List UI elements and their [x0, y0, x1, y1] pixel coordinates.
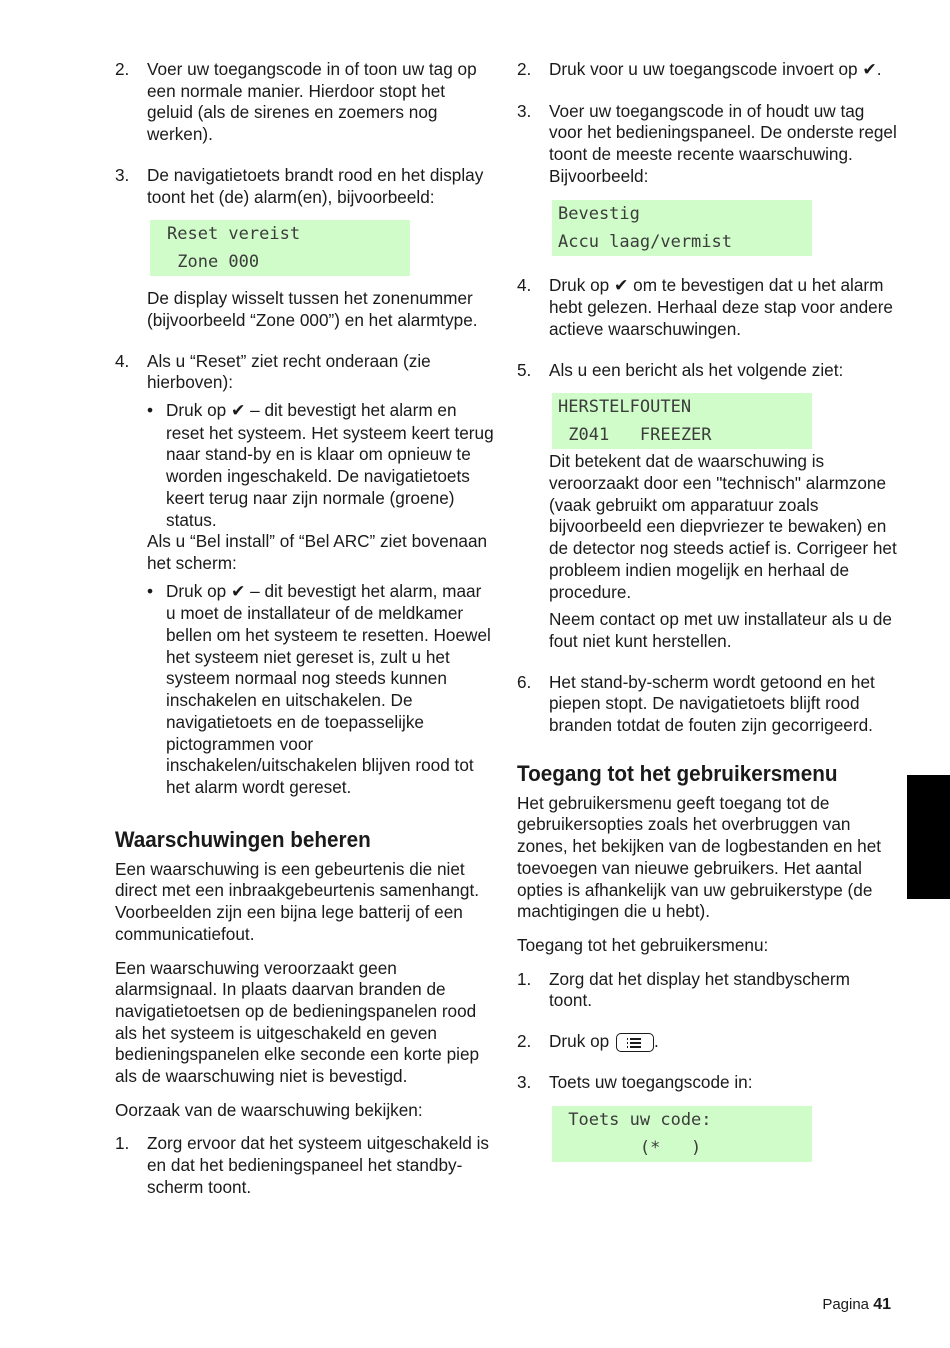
bullet-dot: •	[147, 580, 154, 601]
left-column	[115, 59, 495, 1218]
menu-step-1: 1. Zorg dat het display het standbyscherm toont.	[517, 969, 897, 1012]
paragraph: Het gebruikersmenu geeft toegang tot de gebruikersopties zoals het overbruggen van zones, het bekijken van de logbestanden en het toevoegen van nieuwe gebruikers. Het aantal opties is afhankelijk van uw gebruikerstype (de machtigingen die u hebt).	[517, 792, 882, 922]
lcd-display-reset: Reset vereist Zone 000	[150, 220, 410, 276]
step-text: Het stand-by-scherm wordt getoond en het piepen stopt. De navigatietoets blijft rood branden totdat de fouten zijn gecorrigeerd.	[549, 671, 875, 736]
step-3-right: 3. Voer uw toegangscode in of houdt uw tag voor het bedieningspaneel. De onderste regel toont de meeste recente waarschuwing. Bijvoorbeeld: Bevestig Accu laag/vermist	[517, 101, 897, 256]
heading-waarschuwingen: Waarschuwingen beheren	[115, 826, 371, 852]
menu-step-3: 3. Toets uw toegangscode in: Toets uw code: (* )	[517, 1072, 897, 1162]
page-label: Pagina	[822, 1296, 870, 1313]
paragraph: Oorzaak van de waarschuwing bekijken:	[115, 1099, 423, 1120]
right-column	[517, 59, 897, 1181]
lcd-explanation: Neem contact op met uw installateur als u de fout niet kunt herstellen.	[549, 609, 892, 651]
step-text: De navigatietoets brandt rood en het display toont het (de) alarm(en), bijvoorbeeld:	[147, 164, 484, 207]
lcd-display-bevestig: Bevestig Accu laag/vermist	[552, 200, 812, 256]
step-4-left: 4. Als u “Reset” ziet recht onderaan (zie hierboven): • Druk op ✔ – dit bevestigt het alarm en reset het systeem. Het systeem keert terug naar stand-by en is klaar om opnieuw te worden ingeschakeld. De navigatietoets keert terug naar zijn normale (groene) status. Als u “Bel install” of “Bel ARC” ziet bovenaan het scherm: • Druk op ✔ – dit bevestigt het alarm, maar u moet de installateur of de meldkamer bellen om het systeem te resetten. Hoewel het systeem niet gereset is, zult u het systeem normaal nog steeds kunnen inschakelen en uitschakelen. De navigatietoets en de toepasselijke pictogrammen voor inschakelen/uitschakelen blijven rood tot het alarm wordt gereset.	[115, 350, 494, 797]
step-2-left: 2. Voer uw toegangscode in of toon uw tag op een normale manier. Hierdoor stopt het geluid (als de sirenes en zoemers nog werken).	[115, 59, 495, 146]
heading-gebruikersmenu: Toegang tot het gebruikersmenu	[517, 760, 838, 786]
step-text: Voer uw toegangscode in of toon uw tag op een normale manier. Hierdoor stopt het geluid (als de sirenes en zoemers nog werken).	[147, 59, 477, 145]
step-text: Druk op ✔ om te bevestigen dat u het alarm hebt gelezen. Herhaal deze stap voor andere actieve waarschuwingen.	[549, 274, 893, 339]
step-text: Als u een bericht als het volgende ziet:	[549, 359, 844, 380]
check-icon: ✔	[862, 60, 877, 80]
page-number: 41	[873, 1296, 891, 1313]
paragraph: Toegang tot het gebruikersmenu:	[517, 934, 769, 955]
paragraph: Een waarschuwing is een gebeurtenis die niet direct met een inbraakgebeurtenis samenhangt. Voorbeelden zijn een bijna lege batterij of een communicatiefout.	[115, 858, 480, 944]
check-icon: ✔	[230, 581, 246, 602]
step-1-left: 1. Zorg ervoor dat het systeem uitgeschakeld is en dat het bedieningspaneel het standby-scherm toont.	[115, 1133, 495, 1198]
bullet-reset: • Druk op ✔ – dit bevestigt het alarm en reset het systeem. Het systeem keert terug naar stand-by en is klaar om opnieuw te worden ingeschakeld. De navigatietoets keert terug naar zijn normale (groene) status.	[147, 400, 494, 530]
bullet-dot: •	[147, 400, 154, 421]
step-text: Zorg dat het display het standbyscherm toont.	[549, 968, 850, 1011]
menu-key-icon	[616, 1033, 654, 1052]
chapter-tab	[907, 775, 950, 899]
lcd-display-herstelfouten: HERSTELFOUTEN Z041 FREEZER	[552, 393, 812, 449]
sub-text: Als u “Bel install” of “Bel ARC” ziet bovenaan het scherm:	[147, 531, 488, 573]
menu-step-2: 2. Druk op .	[517, 1031, 897, 1053]
step-6-right: 6. Het stand-by-scherm wordt getoond en het piepen stopt. De navigatietoets blijft rood branden totdat de fouten zijn gecorrigeerd.	[517, 672, 897, 737]
bullet-bel: • Druk op ✔ – dit bevestigt het alarm, maar u moet de installateur of de meldkamer bellen om het systeem te resetten. Hoewel het systeem niet gereset is, zult u het systeem normaal nog steeds kunnen inschakelen en uitschakelen. De navigatietoets en de toepasselijke pictogrammen voor inschakelen/uitschakelen blijven rood tot het alarm wordt gereset.	[147, 580, 491, 797]
lcd-display-code: Toets uw code: (* )	[552, 1106, 812, 1162]
step-text: Voer uw toegangscode in of houdt uw tag voor het bedieningspaneel. De onderste regel toont de meeste recente waarschuwing. Bijvoorbeeld:	[549, 100, 897, 186]
paragraph: Een waarschuwing veroorzaakt geen alarmsignaal. In plaats daarvan branden de navigatietoetsen op de bedieningspanelen rood als het systeem is uitgeschakeld en geven bedieningspanelen elke seconde een korte piep als de waarschuwing niet is bevestigd.	[115, 957, 480, 1087]
page-footer	[822, 1294, 891, 1316]
step-4-right: 4. Druk op ✔ om te bevestigen dat u het alarm hebt gelezen. Herhaal deze stap voor andere actieve waarschuwingen.	[517, 275, 897, 341]
lcd-explanation: Dit betekent dat de waarschuwing is veroorzaakt door een "technisch" alarmzone (vaak gebruikt om apparatuur zoals bijvoorbeeld een diepvriezer te bewaken) en de detector nog steeds actief is. Corrigeer het probleem indien mogelijk en herhaal de procedure.	[549, 451, 897, 602]
step-text: Zorg ervoor dat het systeem uitgeschakeld is en dat het bedieningspaneel het standby-scherm toont.	[147, 1133, 490, 1197]
step-text: Als u “Reset” ziet recht onderaan (zie hierboven):	[147, 350, 431, 393]
step-3-left: 3. De navigatietoets brandt rood en het display toont het (de) alarm(en), bijvoorbeeld: Reset vereist Zone 000 De display wisselt tussen het zonenummer (bijvoorbeeld “Zone 000”) en het alarmtype.	[115, 165, 495, 332]
check-icon: ✔	[230, 401, 246, 422]
lcd-explanation: De display wisselt tussen het zonenummer (bijvoorbeeld “Zone 000”) en het alarmtype.	[147, 288, 478, 330]
step-5-right: 5. Als u een bericht als het volgende ziet: HERSTELFOUTEN Z041 FREEZER Dit betekent dat de waarschuwing is veroorzaakt door een "technisch" alarmzone (vaak gebruikt om apparatuur zoals bijvoorbeeld een diepvriezer te bewaken) en de detector nog steeds actief is. Corrigeer het probleem indien mogelijk en herhaal de procedure. Neem contact op met uw installateur als u de fout niet kunt herstellen.	[517, 359, 897, 651]
step-text: Druk voor u uw toegangscode invoert op ✔.	[549, 59, 882, 80]
check-icon: ✔	[613, 275, 629, 296]
step-text: Toets uw toegangscode in:	[549, 1071, 753, 1092]
step-text: Druk op .	[549, 1031, 659, 1052]
step-2-right: 2. Druk voor u uw toegangscode invoert op ✔.	[517, 59, 897, 82]
